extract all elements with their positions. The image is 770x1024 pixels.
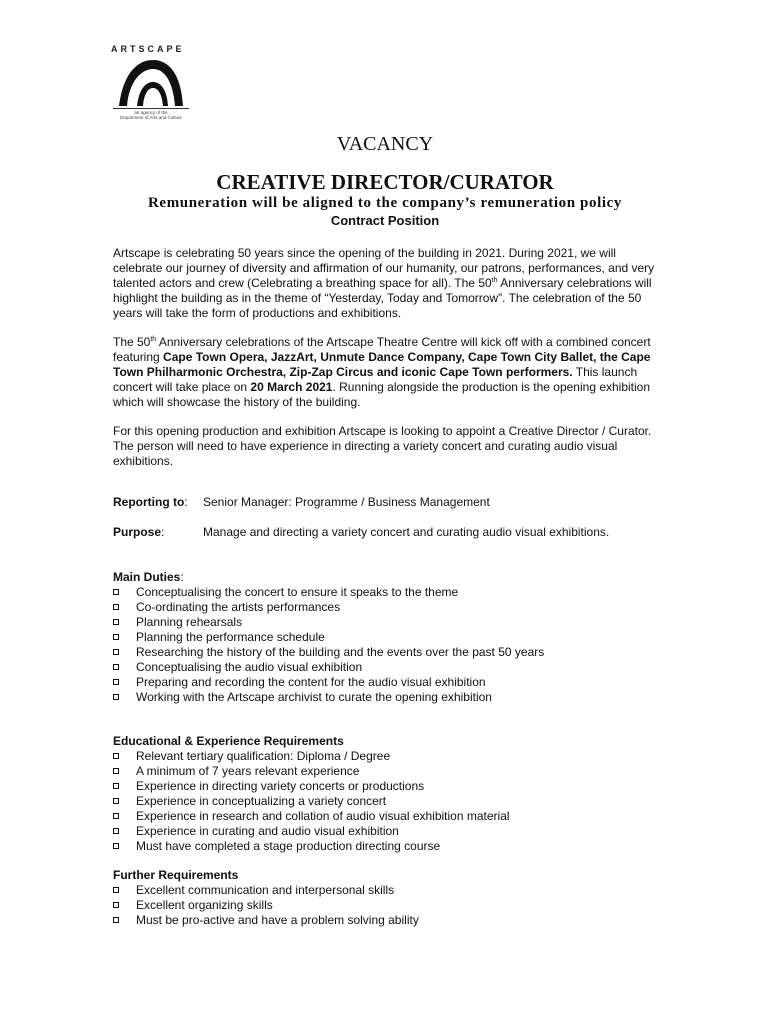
list-item: Working with the Artscape archivist to curate the opening exhibition <box>113 690 673 705</box>
main-duties-section <box>113 570 673 705</box>
main-duties-heading: Main Duties: <box>113 570 184 584</box>
checkbox-bullet-icon <box>113 604 119 610</box>
checkbox-bullet-icon <box>113 902 119 908</box>
list-item: A minimum of 7 years relevant experience <box>113 764 673 779</box>
checkbox-bullet-icon <box>113 887 119 893</box>
logo-subtitle-1: an agency of the <box>134 110 168 115</box>
further-requirements-section <box>113 868 673 928</box>
job-title: CREATIVE DIRECTOR/CURATOR <box>216 170 554 194</box>
list-item: Experience in curating and audio visual exhibition <box>113 824 673 839</box>
list-item: Co-ordinating the artists performances <box>113 600 673 615</box>
checkbox-bullet-icon <box>113 619 119 625</box>
checkbox-bullet-icon <box>113 634 119 640</box>
checkbox-bullet-icon <box>113 917 119 923</box>
main-duties-list <box>113 585 673 705</box>
checkbox-bullet-icon <box>113 768 119 774</box>
list-item: Conceptualising the audio visual exhibition <box>113 660 673 675</box>
vacancy-heading: VACANCY <box>336 133 434 155</box>
checkbox-bullet-icon <box>113 664 119 670</box>
further-requirements-heading: Further Requirements <box>113 868 239 882</box>
list-item: Experience in research and collation of audio visual exhibition material <box>113 809 673 824</box>
artscape-logo <box>111 44 191 120</box>
remuneration-note: Remuneration will be aligned to the company’s remuneration policy <box>148 195 622 211</box>
list-item: Excellent communication and interpersonal skills <box>113 883 673 898</box>
list-item: Relevant tertiary qualification: Diploma / Degree <box>113 749 673 764</box>
intro-paragraph-3: For this opening production and exhibition Artscape is looking to appoint a Creative Director / Curator. The person will need to have experience in directing a variety concert and curating audio visual exhibitions. <box>113 424 652 468</box>
list-item: Researching the history of the building and the events over the past 50 years <box>113 645 673 660</box>
checkbox-bullet-icon <box>113 798 119 804</box>
intro-paragraph-1: Artscape is celebrating 50 years since the opening of the building in 2021. During 2021, we will celebrate our journey of diversity and affirmation of our humanity, our patrons, performances, and very talented actors and crew (Celebrating a breathing space for all). The 50th Anniversary celebrations will highlight the building as in the theme of “Yesterday, Today and Tomorrow”. The celebration of the 50 years will take the form of productions and exhibitions. <box>113 246 655 320</box>
list-item: Planning rehearsals <box>113 615 673 630</box>
checkbox-bullet-icon <box>113 813 119 819</box>
contract-type: Contract Position <box>330 213 440 228</box>
purpose-row <box>113 525 673 540</box>
education-heading: Educational & Experience Requirements <box>113 734 344 748</box>
checkbox-bullet-icon <box>113 679 119 685</box>
intro-paragraph-2: The 50th Anniversary celebrations of the Artscape Theatre Centre will kick off with a combined concert featuring Cape Town Opera, JazzArt, Unmute Dance Company, Cape Town City Ballet, the Cape Town Philharmonic Orchestra, Zip-Zap Circus and iconic Cape Town performers. This launch concert will take place on 20 March 2021. Running alongside the production is the opening exhibition which will showcase the history of the building. <box>113 335 651 409</box>
list-item: Experience in directing variety concerts or productions <box>113 779 673 794</box>
checkbox-bullet-icon <box>113 753 119 759</box>
logo-divider <box>113 108 189 109</box>
list-item: Must be pro-active and have a problem solving ability <box>113 913 673 928</box>
checkbox-bullet-icon <box>113 828 119 834</box>
purpose-label: Purpose: <box>113 525 165 539</box>
checkbox-bullet-icon <box>113 783 119 789</box>
checkbox-bullet-icon <box>113 649 119 655</box>
list-item: Planning the performance schedule <box>113 630 673 645</box>
list-item: Conceptualising the concert to ensure it speaks to the theme <box>113 585 673 600</box>
reporting-to-label: Reporting to: <box>113 495 188 509</box>
logo-subtitle-2: Department of Arts and Culture <box>119 115 183 120</box>
list-item: Must have completed a stage production directing course <box>113 839 673 854</box>
checkbox-bullet-icon <box>113 694 119 700</box>
list-item: Excellent organizing skills <box>113 898 673 913</box>
list-item: Preparing and recording the content for the audio visual exhibition <box>113 675 673 690</box>
further-requirements-list <box>113 883 673 928</box>
arch-logo-icon <box>115 56 187 108</box>
logo-wordmark: ARTSCAPE <box>111 44 185 54</box>
checkbox-bullet-icon <box>113 843 119 849</box>
reporting-to-row <box>113 495 673 510</box>
checkbox-bullet-icon <box>113 589 119 595</box>
education-list <box>113 749 673 854</box>
list-item: Experience in conceptualizing a variety concert <box>113 794 673 809</box>
reporting-to-value: Senior Manager: Programme / Business Management <box>203 495 490 509</box>
purpose-value: Manage and directing a variety concert and curating audio visual exhibitions. <box>203 525 610 539</box>
education-section <box>113 734 673 854</box>
